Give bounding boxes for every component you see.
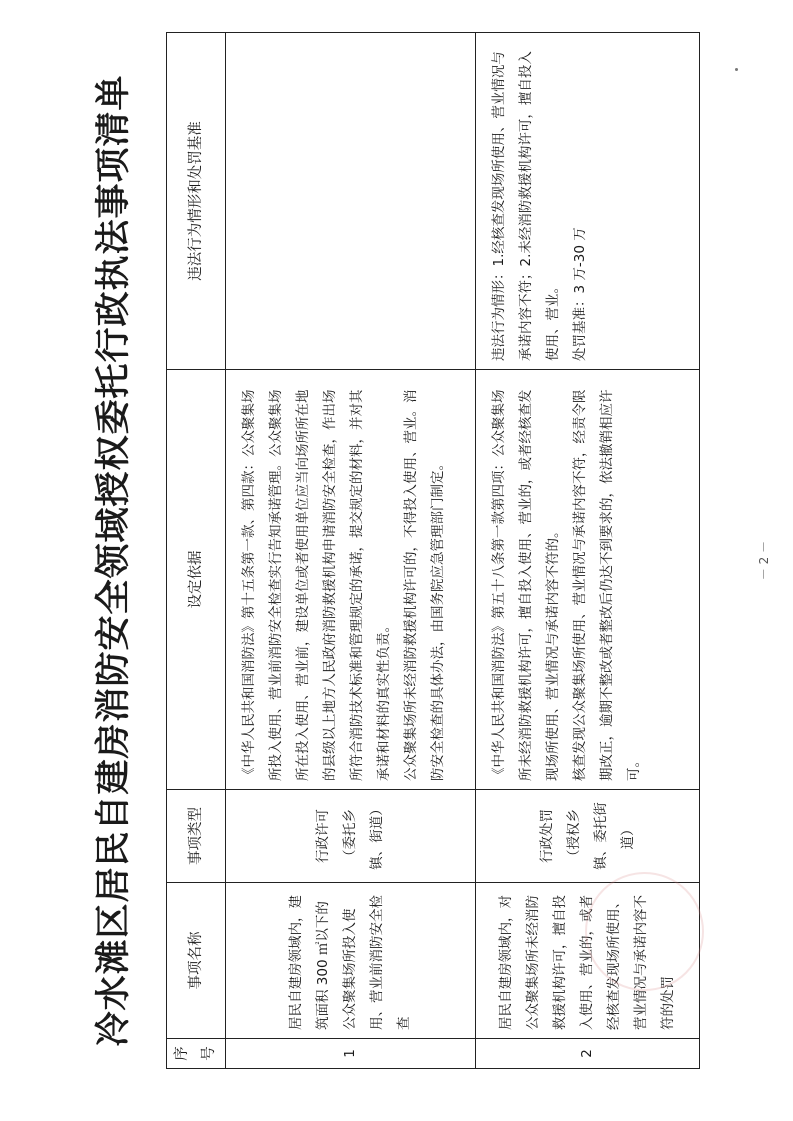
header-name: 事项名称	[167, 883, 226, 1039]
enforcement-items-table	[166, 32, 700, 1069]
row-basis: 《中华人民共和国消防法》第五十八条第一款第四项：公众聚集场所未经消防救援机构许可，擅自投入使用、营业的，或者经核查发现场所使用、营业情况与承诺内容不符的。 核查发现公众聚集场所使用、营业情况与承诺内容不符，经责令限期改正，逾期不整改或者整改后仍达不到要求的，依法撤销相应许可。	[476, 370, 700, 790]
row-no: 1	[226, 1039, 476, 1069]
page-number: － 2 －	[757, 540, 771, 581]
row-type: 行政处罚（授权乡镇、委托街道）	[476, 790, 700, 883]
row-type: 行政许可（委托乡镇、街道）	[226, 790, 476, 883]
row-no: 2	[476, 1039, 700, 1069]
scan-speck	[735, 68, 738, 71]
header-basis: 设定依据	[167, 370, 226, 790]
row-basis: 《中华人民共和国消防法》第十五条第一款、第四款：公众聚集场所投入使用、营业前消防安全检查实行告知承诺管理。公众聚集场所在投入使用、营业前，建设单位或者使用单位应当向场所所在地的县级以上地方人民政府消防救援机构申请消防安全检查，作出场所符合消防技术标准和管理规定的承诺，提交规定的材料，并对其承诺和材料的真实性负责。 公众聚集场所未经消防救援机构许可的，不得投入使用、营业。消防安全检查的具体办法，由国务院应急管理部门制定。	[226, 370, 476, 790]
row-name: 居民自建房领域内，对公众聚集场所未经消防救援机构许可，擅自投入使用、营业的，或者经核查发现场所使用、营业情况与承诺内容不符的处罚	[476, 883, 700, 1039]
row-standard: 违法行为情形：1.经核查发现场所使用、营业情况与承诺内容不符；2.未经消防救援机构许可，擅自投入使用、营业。 处罚基准：3 万-30 万	[476, 33, 700, 370]
table-row	[226, 33, 476, 1069]
table-header-row	[167, 33, 226, 1069]
header-type: 事项类型	[167, 790, 226, 883]
page-title: 冷水滩区居民自建房消防安全领域授权委托行政执法事项清单	[93, 74, 134, 1047]
table-row	[476, 33, 700, 1069]
header-standard: 违法行为情形和处罚基准	[167, 33, 226, 370]
row-standard	[226, 33, 476, 370]
row-name: 居民自建房领域内，建筑面积 300 ㎡以下的公众聚集场所投入使用、营业前消防安全检查	[226, 883, 476, 1039]
header-no: 序号	[167, 1039, 226, 1069]
